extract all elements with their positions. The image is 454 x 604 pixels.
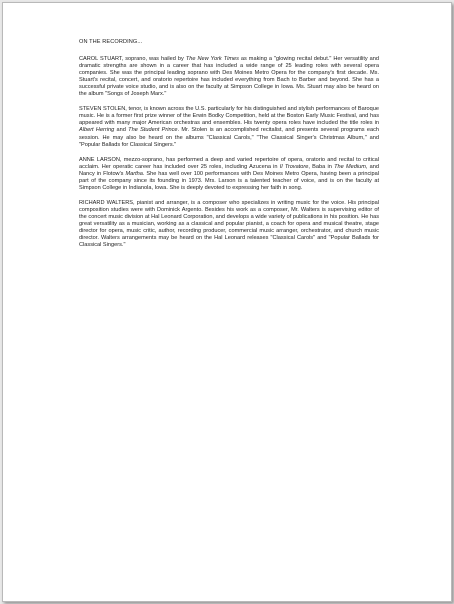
section-heading: ON THE RECORDING... [79,39,143,45]
page-content [79,39,379,257]
bio-richard-walters: RICHARD WALTERS, pianist and arranger, is a composer who specializes in writing music for the voice. His principal composition studies were with Dominick Argento. Besides his work as a composer, Mr. Walters is supervising editor of the concert music division at Hal Leonard Corporation, and develops a wide variety of publications in his position. He has great versatility as a musician, working as a classical and popular pianist, a coach for opera and musical theatre, stage director for opera, music critic, author, recording producer, commercial music arranger, orchestrator, and church music director. Walters arrangements may be heard on the Hal Leonard releases "Classical Carols" and "Popular Ballads for Classical Singers." [79,199,379,249]
bio-steven-stolen: STEVEN STOLEN, tenor, is known across the U.S. particularly for his distinguished and stylish performances of Baroque music. He is a former first prize winner of the Erwin Bodky Competition, held at the Boston Early Music Festival, and has appeared with many major American orchestras and ensembles. His twenty opera roles have included the title roles in Albert Herring and The Student Prince. Mr. Stolen is an accomplished recitalist, and presents several programs each session. He may also be heard on the albums "Classical Carols," "The Classical Singer's Christmas Album," and "Popular Ballads for Classical Singers." [79,106,379,148]
document-page [2,2,452,602]
bio-carol-stuart: CAROL STUART, soprano, was hailed by The New York Times as making a "glowing recital debut." Her versatility and dramatic strengths are shown in a career that has included a wide range of 25 leading roles with several opera companies. She was the principal leading soprano with Des Moines Metro Opera for the company's first decade. Ms. Stuart's recital, concert, and oratorio repertoire has included everything from Bach to Barber and beyond. She has a successful private voice studio, and is also on the faculty at Simpson College in Iowa. Ms. Stuart may also be heard on the album "Songs of Joseph Marx." [79,56,379,98]
bio-anne-larson: ANNE LARSON, mezzo-soprano, has performed a deep and varied repertoire of opera, oratorio and recital to critical acclaim. Her operatic career has included over 25 roles, including Azucena in Il Trovatore, Baba in The Medium, and Nancy in Flotow's Martha. She has well over 100 performances with Des Moines Metro Opera, having been a principal part of the company since its founding in 1973. Mrs. Larson is a talented teacher of voice, and is on the faculty at Simpson College in Indianola, Iowa. She is deeply devoted to expressing her faith in song. [79,156,379,191]
